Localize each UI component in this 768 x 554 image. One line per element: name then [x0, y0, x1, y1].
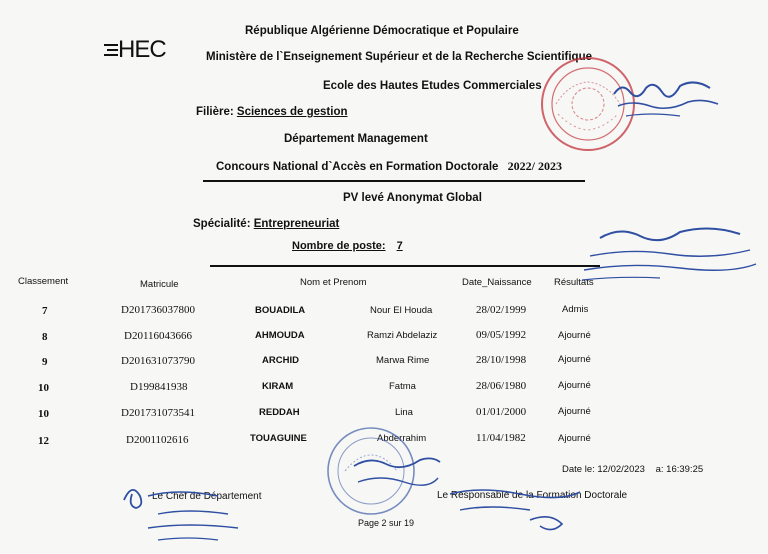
cell-result: Ajourné: [558, 406, 591, 417]
time-label: a:: [655, 464, 664, 475]
pv-title: PV levé Anonymat Global: [343, 192, 482, 204]
cell-date: 28/06/1980: [476, 380, 527, 392]
ministry-title: Ministère de l`Enseignement Supérieur et de la Recherche Scientifique: [206, 51, 592, 63]
cell-rank: 10: [38, 408, 49, 420]
cell-result: Admis: [562, 304, 589, 315]
cell-matricule: D201731073541: [121, 407, 195, 419]
signature-center: [350, 448, 445, 498]
cell-nom: TOUAGUINE: [250, 433, 307, 444]
cell-rank: 9: [42, 356, 48, 368]
cell-matricule: D20116043666: [124, 330, 193, 342]
filiere-line: [196, 106, 348, 118]
header-rule: [203, 180, 585, 182]
cell-prenom: Marwa Rime: [376, 355, 430, 366]
page-number: Page 2 sur 19: [358, 518, 415, 528]
cell-nom: AHMOUDA: [255, 330, 305, 341]
date-value: 12/02/2023: [597, 464, 645, 475]
filiere-label: Filière:: [196, 106, 234, 118]
cell-result: Ajourné: [558, 433, 591, 444]
hec-logo: [104, 36, 180, 66]
specialite-label: Spécialité:: [193, 218, 251, 230]
cell-prenom: Lina: [395, 407, 413, 418]
signature-top-right: [610, 74, 725, 122]
signature-right-block: [580, 222, 760, 292]
cell-prenom: Nour El Houda: [370, 305, 433, 316]
cell-date: 11/04/1982: [476, 432, 526, 444]
contest-line: [216, 159, 562, 174]
date-label: Date le:: [562, 464, 595, 475]
cell-date: 28/10/1998: [476, 354, 527, 366]
responsable-formation-label: Le Responsable de la Formation Doctorale: [437, 490, 628, 501]
cell-rank: 8: [42, 331, 48, 343]
cell-prenom: Ramzi Abdelaziz: [367, 330, 438, 341]
col-date-naissance: Date_Naissance: [462, 277, 532, 288]
filiere-value: Sciences de gestion: [236, 106, 348, 118]
table-top-rule: [210, 265, 600, 267]
col-nom-prenom: Nom et Prenom: [300, 277, 367, 288]
cell-nom: BOUADILA: [255, 305, 306, 316]
postes-line: [292, 240, 403, 252]
print-datetime: [562, 464, 703, 475]
school-title: Ecole des Hautes Etudes Commerciales: [323, 80, 542, 92]
cell-date: 09/05/1992: [476, 329, 527, 341]
cell-rank: 10: [38, 382, 49, 394]
cell-prenom: Abderrahim: [377, 433, 427, 444]
postes-value: 7: [396, 240, 403, 252]
cell-matricule: D199841938: [130, 381, 188, 393]
cell-rank: 12: [38, 435, 49, 447]
cell-date: 28/02/1999: [476, 304, 527, 316]
department-title: Département Management: [284, 133, 428, 145]
logo-mark: [104, 44, 118, 58]
col-matricule: Matricule: [140, 279, 179, 290]
cell-result: Ajourné: [558, 354, 591, 365]
cell-matricule: D201631073790: [121, 355, 195, 367]
cell-matricule: D201736037800: [121, 304, 195, 316]
cell-prenom: Fatma: [389, 381, 416, 392]
cell-result: Ajourné: [558, 380, 591, 391]
col-classement: Classement: [18, 276, 69, 287]
cell-result: Ajourné: [558, 330, 591, 341]
contest-title: Concours National d`Accès en Formation Doctorale: [216, 161, 499, 173]
col-resultats: Résultats: [554, 277, 594, 288]
cell-date: 01/01/2000: [476, 406, 527, 418]
postes-label: Nombre de poste:: [292, 240, 386, 252]
specialite-line: [193, 218, 339, 230]
time-value: 16:39:25: [666, 464, 704, 475]
specialite-value: Entrepreneuriat: [253, 218, 340, 230]
cell-nom: KIRAM: [262, 381, 294, 392]
cell-matricule: D2001102616: [126, 434, 189, 446]
republic-title: République Algérienne Démocratique et Populaire: [245, 25, 519, 37]
logo-text: HEC: [118, 36, 166, 63]
signature-chef-departement: [118, 478, 248, 548]
cell-rank: 7: [42, 305, 48, 317]
cell-nom: REDDAH: [259, 407, 300, 418]
chef-departement-label: Le Chef de Département: [152, 491, 262, 502]
signature-responsable: [440, 480, 590, 540]
cell-nom: ARCHID: [262, 355, 299, 366]
contest-year: 2022/ 2023: [507, 159, 562, 173]
